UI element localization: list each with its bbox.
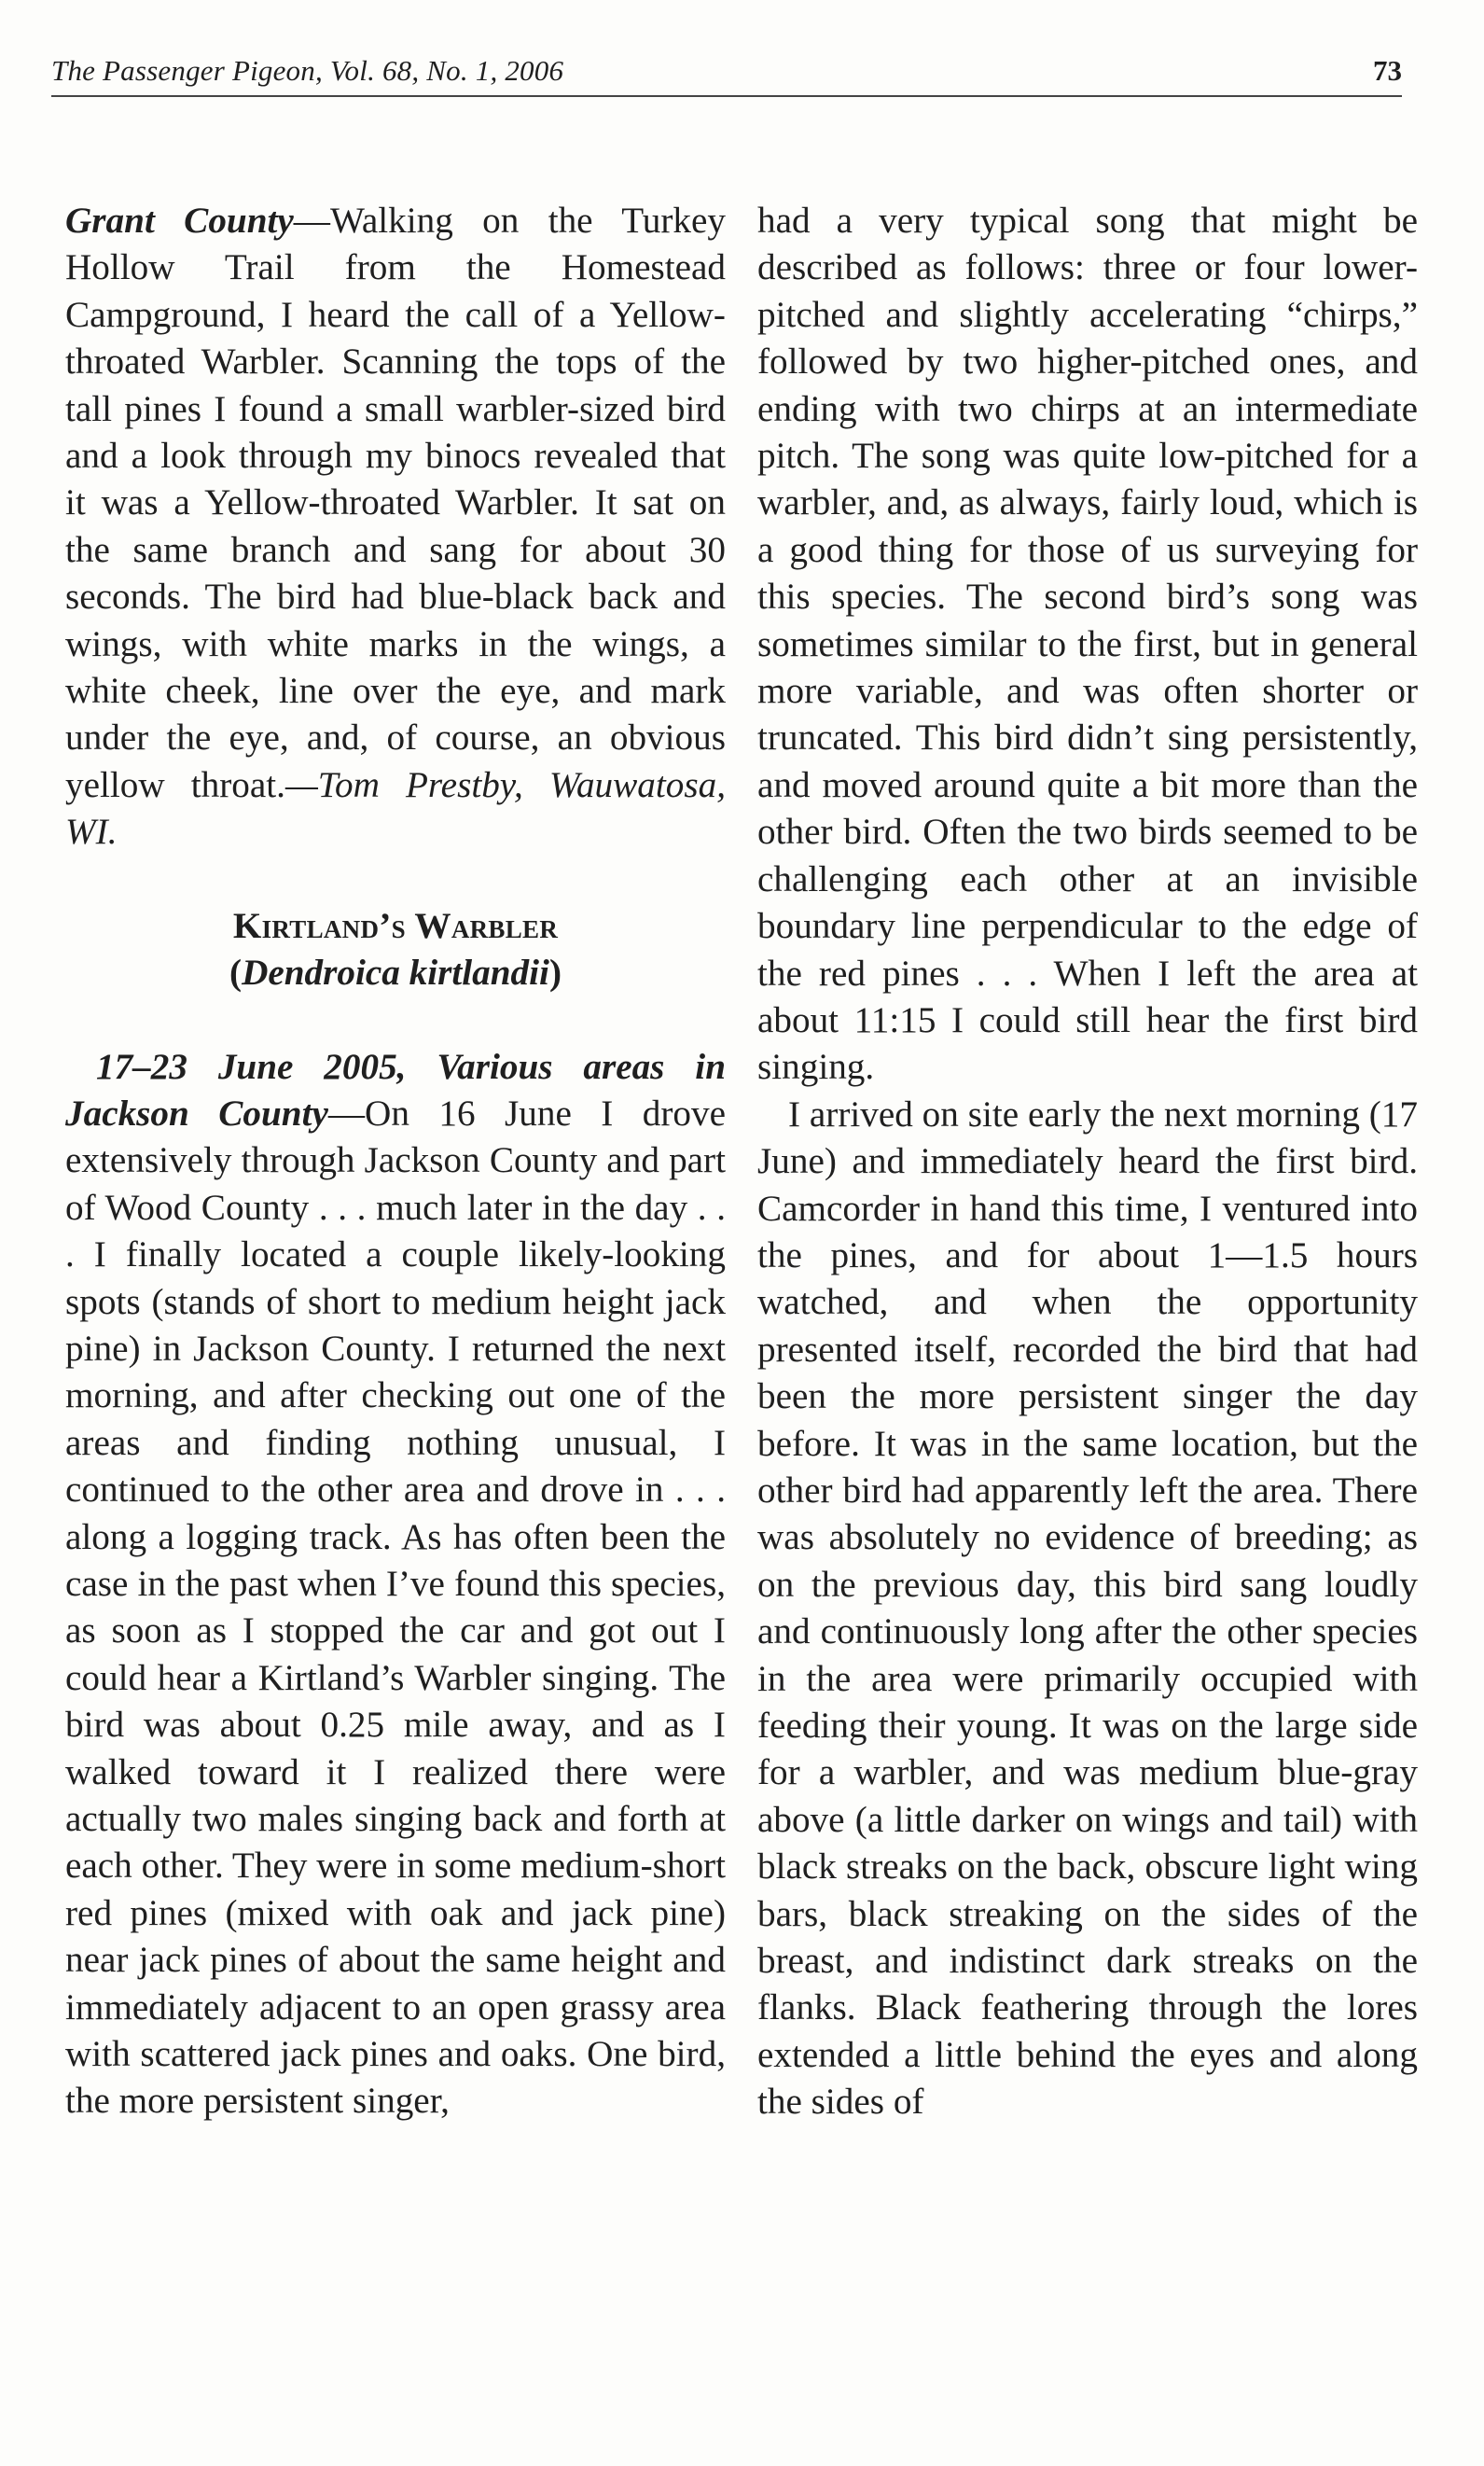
county-name: Grant County <box>65 201 294 241</box>
running-head <box>51 49 1402 97</box>
left-column <box>65 198 726 2125</box>
close-paren: ) <box>548 953 562 994</box>
species-heading <box>65 903 726 997</box>
journal-title: The Passenger Pigeon, Vol. 68, No. 1, 2006 <box>51 54 564 87</box>
species-latin-name: Dendroica kirtlandii <box>242 953 549 994</box>
report-paragraph: I arrived on site early the next morning (17 June) and immediately heard the first bird. Camcorder in hand this time, I ventured into the pines, and for about 1—1.5 hours watched, and when the opportunity presented itself, recorded the bird that had been the more persistent singer the day before. It was in the same location, but the other bird had apparently left the area. There was absolutely no evidence of breeding; as on the previous day, this bird sang loudly and continuously long after the other species in the area were primarily occupied with feeding their young. It was on the large side for a warbler, and was medium blue-gray above (a little darker on wings and tail) with black streaks on the back, obscure light wing bars, black streaking on the sides of the breast, and indistinct dark streaks on the flanks. Black feathering through the lores extended a little behind the eyes and along the sides of <box>757 1094 1418 2123</box>
page-number: 73 <box>1373 54 1402 87</box>
species-latin-line <box>65 950 726 996</box>
report-date-location: 17–23 June 2005, Various areas in Jackson County <box>65 1046 726 1134</box>
grant-county-report <box>65 198 726 857</box>
right-column <box>757 198 1418 2126</box>
species-common-name: Kirtland’s Warbler <box>232 905 559 946</box>
observer-signature: —Tom Prestby, Wauwatosa, WI. <box>65 764 726 853</box>
open-paren: ( <box>229 953 243 994</box>
jackson-county-report <box>65 1044 726 2125</box>
report-continuation: had a very typical song that might be described as follows: three or four lower-pitched and slightly accelerating “chirps,” followed by two higher-pitched ones, and ending with two chirps at an intermediate pitch. The song was quite low-pitched for a warbler, and, as always, fairly loud, which is a good thing for those of us surveying for this species. The second bird’s song was sometimes similar to the first, but in general more variable, and was often shorter or truncated. This bird didn’t sing persistently, and moved around quite a bit more than the other bird. Often the two birds seemed to be challenging each other at an invisible boundary line perpendicular to the edge of the red pines . . . When I left the area at about 11:15 I could still hear the first bird singing. <box>757 201 1418 1088</box>
report-body: —On 16 June I drove extensively through Jackson County and part of Wood County . . . much later in the day . . . I finally located a couple likely-looking spots (stands of short to medium height jack pine) in Jackson County. I returned the next morning, and after checking out one of the areas and finding nothing unusual, I continued to the other area and drove in . . . along a logging track. As has often been the case in the past when I’ve found this species, as soon as I stopped the car and got out I could hear a Kirtland’s Warbler singing. The bird was about 0.25 mile away, and as I walked toward it I realized there were actually two males singing back and forth at each other. They were in some medium-short red pines (mixed with oak and jack pine) near jack pines of about the same height and immediately adjacent to an open grassy area with scattered jack pines and oaks. One bird, the more persistent singer, <box>65 1093 726 2122</box>
report-body: —Walking on the Turkey Hollow Trail from the Homestead Campground, I heard the call of a Yellow-throated Warbler. Scanning the tops of the tall pines I found a small warbler-sized bird and a look through my binocs revealed that it was a Yellow-throated Warbler. It sat on the same branch and sang for about 30 seconds. The bird had blue-black back and wings, with white marks in the wings, a white cheek, line over the eye, and mark under the eye, and, of course, an obvious yellow throat. <box>65 201 726 805</box>
